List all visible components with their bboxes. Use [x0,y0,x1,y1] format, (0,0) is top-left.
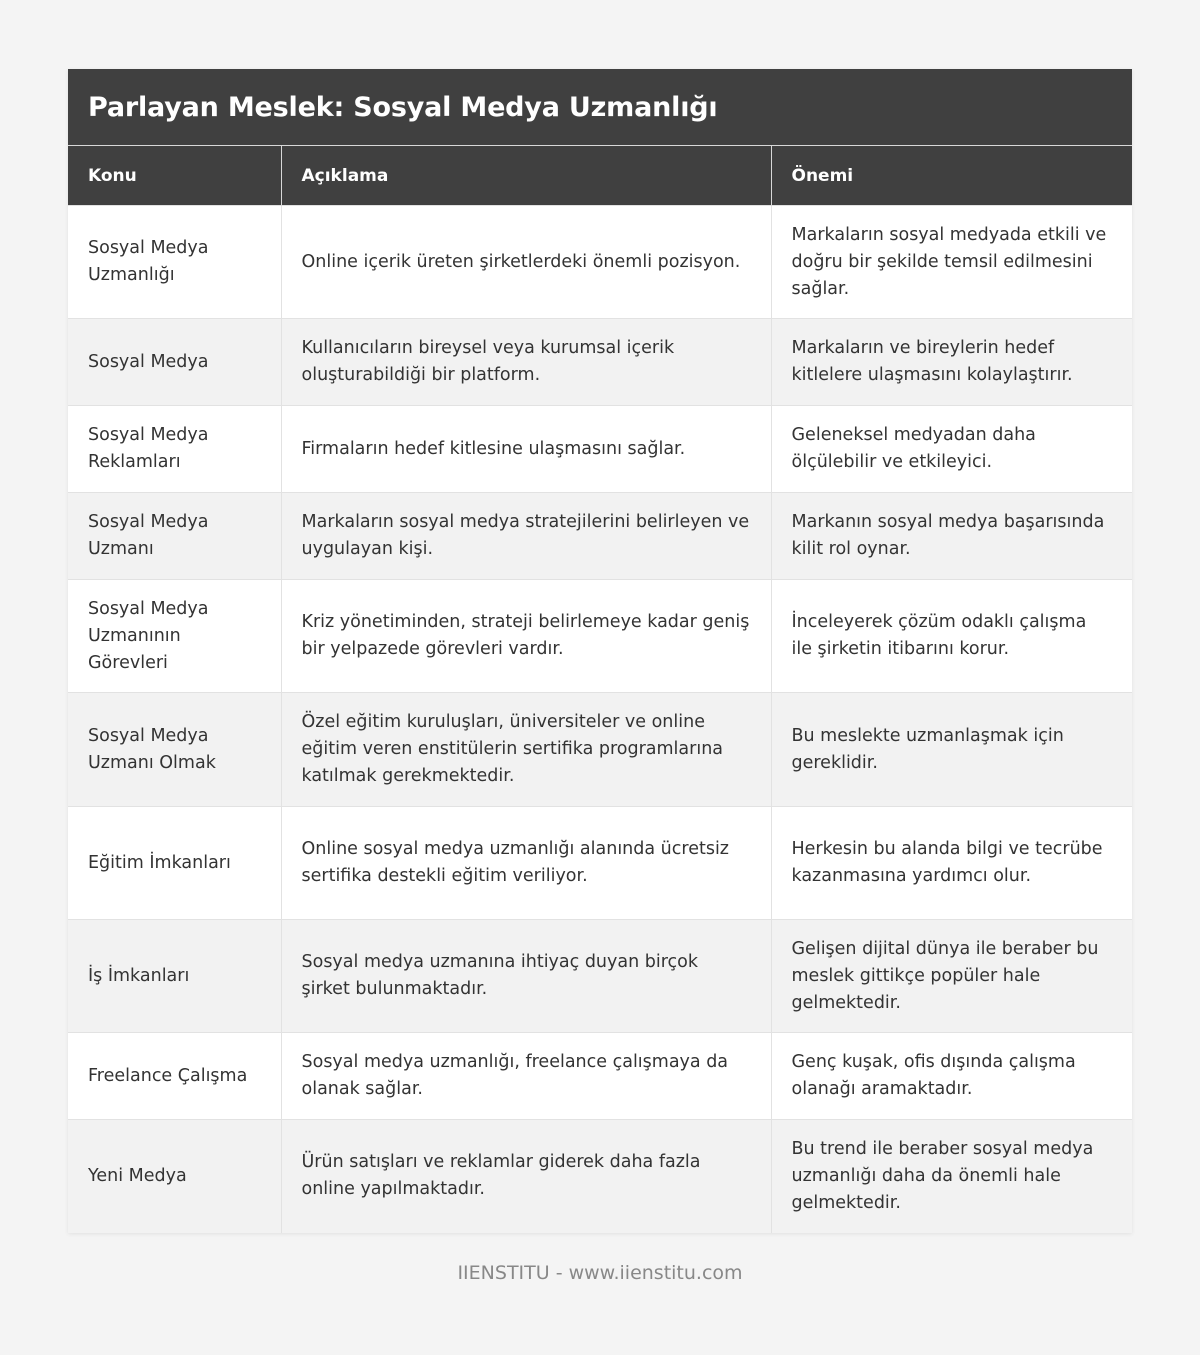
table-cell: Markaların sosyal medya stratejilerini belirleyen ve uygulayan kişi. [281,493,771,580]
table-cell: Sosyal Medya [68,319,281,406]
table-cell: Özel eğitim kuruluşları, üniversiteler ve online eğitim veren enstitülerin sertifika programlarına katılmak gerekmektedir. [281,693,771,807]
table-cell: Geleneksel medyadan daha ölçülebilir ve etkileyici. [771,406,1132,493]
footer-credit: IIENSTITU - www.iienstitu.com [457,1262,743,1284]
table-cell: Genç kuşak, ofis dışında çalışma olanağı aramaktadır. [771,1033,1132,1120]
table-row [68,920,1132,1033]
table-cell: Sosyal medya uzmanlığı, freelance çalışmaya da olanak sağlar. [281,1033,771,1120]
table-cell: Sosyal Medya Uzmanının Görevleri [68,580,281,693]
table-cell: Online içerik üreten şirketlerdeki önemli pozisyon. [281,206,771,319]
table-row [68,1033,1132,1120]
table-cell: Eğitim İmkanları [68,807,281,920]
table-cell: Yeni Medya [68,1120,281,1233]
column-header-konu: Konu [68,146,281,206]
table-cell: Markanın sosyal medya başarısında kilit rol oynar. [771,493,1132,580]
table-cell: Markaların sosyal medyada etkili ve doğru bir şekilde temsil edilmesini sağlar. [771,206,1132,319]
table-cell: Bu meslekte uzmanlaşmak için gereklidir. [771,693,1132,807]
data-table [68,145,1132,1233]
table-cell: Bu trend ile beraber sosyal medya uzmanlığı daha da önemli hale gelmektedir. [771,1120,1132,1233]
table-cell: İş İmkanları [68,920,281,1033]
table-row [68,807,1132,920]
table-row [68,493,1132,580]
table-cell: Gelişen dijital dünya ile beraber bu meslek gittikçe popüler hale gelmektedir. [771,920,1132,1033]
table-card [68,69,1132,1233]
column-header-onemi: Önemi [771,146,1132,206]
table-cell: Sosyal Medya Uzmanı Olmak [68,693,281,807]
table-header-row [68,146,1132,206]
column-header-aciklama: Açıklama [281,146,771,206]
title-bar [68,69,1132,145]
table-cell: Ürün satışları ve reklamlar giderek daha fazla online yapılmaktadır. [281,1120,771,1233]
table-row [68,580,1132,693]
table-cell: Sosyal Medya Uzmanlığı [68,206,281,319]
table-cell: Online sosyal medya uzmanlığı alanında ücretsiz sertifika destekli eğitim veriliyor. [281,807,771,920]
table-row [68,206,1132,319]
table-row [68,406,1132,493]
table-cell: Sosyal medya uzmanına ihtiyaç duyan birçok şirket bulunmaktadır. [281,920,771,1033]
table-cell: Sosyal Medya Uzmanı [68,493,281,580]
table-row [68,319,1132,406]
table-row [68,693,1132,807]
table-row [68,1120,1132,1233]
page-title: Parlayan Meslek: Sosyal Medya Uzmanlığı [88,91,718,123]
table-cell: Markaların ve bireylerin hedef kitlelere ulaşmasını kolaylaştırır. [771,319,1132,406]
table-cell: Kullanıcıların bireysel veya kurumsal içerik oluşturabildiği bir platform. [281,319,771,406]
table-cell: Sosyal Medya Reklamları [68,406,281,493]
table-cell: Herkesin bu alanda bilgi ve tecrübe kazanmasına yardımcı olur. [771,807,1132,920]
table-cell: Kriz yönetiminden, strateji belirlemeye kadar geniş bir yelpazede görevleri vardır. [281,580,771,693]
table-cell: Freelance Çalışma [68,1033,281,1120]
table-cell: İnceleyerek çözüm odaklı çalışma ile şirketin itibarını korur. [771,580,1132,693]
table-cell: Firmaların hedef kitlesine ulaşmasını sağlar. [281,406,771,493]
